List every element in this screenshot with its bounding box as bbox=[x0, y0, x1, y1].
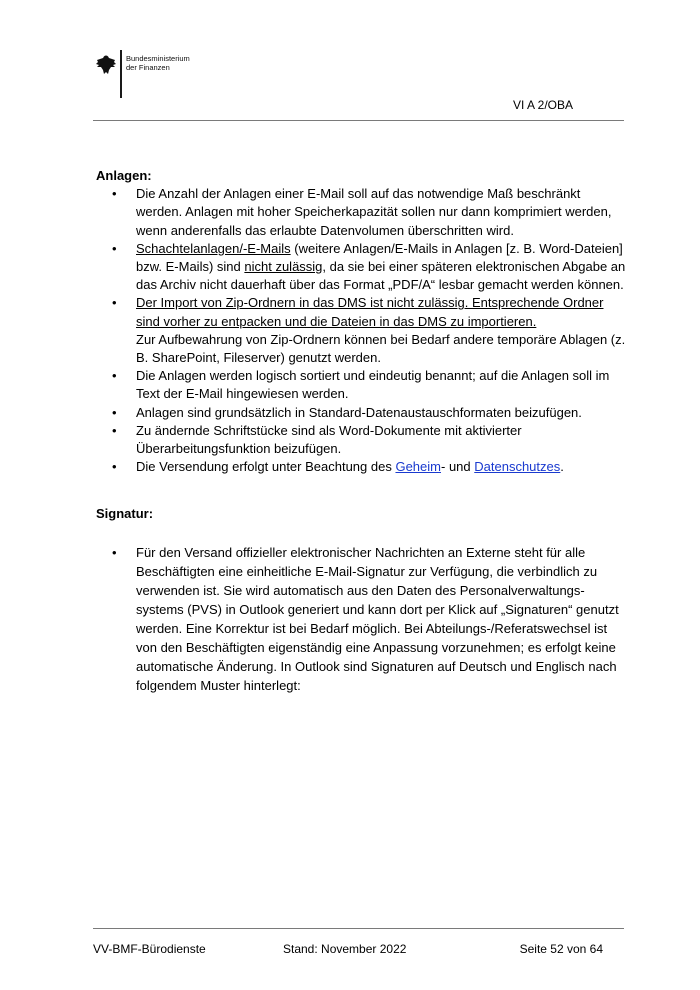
list-item: • Zu ändernde Schriftstücke sind als Word-Dokumente mit aktivierter Überarbeitungsfunktion beizufügen. bbox=[136, 422, 626, 458]
zip-storage-note: Zur Aufbewahrung von Zip-Ordnern können bei Bedarf andere temporäre Ablagen (z. B. SharePoint, Fileserver) genutzt werden. bbox=[136, 331, 626, 366]
federal-eagle-icon bbox=[96, 53, 116, 75]
anlagen-list bbox=[96, 185, 626, 476]
footer-page-number: Seite 52 von 64 bbox=[519, 942, 603, 956]
anlagen-heading: Anlagen: bbox=[96, 168, 152, 183]
list-item bbox=[136, 240, 626, 295]
footer-document-name: VV-BMF-Bürodienste bbox=[93, 942, 206, 956]
page-body bbox=[96, 167, 626, 695]
footer-date: Stand: November 2022 bbox=[283, 942, 407, 956]
signatur-heading: Signatur: bbox=[96, 506, 154, 522]
nested-attachments-term: Schachtelanlagen/-E-Mails bbox=[136, 240, 291, 256]
footer-divider bbox=[93, 928, 624, 929]
list-item: • Anlagen sind grundsätzlich in Standard-Datenaustauschformaten beizufügen. bbox=[136, 404, 626, 422]
datenschutz-link[interactable]: Datenschutzes bbox=[474, 459, 561, 475]
list-text: - und bbox=[441, 459, 475, 475]
list-item: • Für den Versand offizieller elektronischer Nachrichten an Externe steht für alle Beschäftigten eine einheitliche E-Mail-Signatur zur Verfügung, die verbindlich zu verwenden ist. Sie wird automatisch aus den Daten des Personalverwaltungs-systems (PVS) in Outlook generiert und kann dort per Klick auf „Signaturen“ genutzt werden. Eine Korrektur ist bei Bedarf möglich. Bei Abteilungs-/Referatswechsel ist von den Beschäftigten eigenständig eine Anpassung vorzunehmen; es erfolgt keine automatische Änderung. In Outlook sind Signaturen auf Deutsch und Englisch nach folgendem Muster hinterlegt: bbox=[136, 543, 626, 695]
geheimschutz-link[interactable]: Geheim bbox=[395, 459, 441, 475]
not-allowed-term: nicht zulässig bbox=[244, 259, 323, 275]
logo-divider bbox=[120, 50, 122, 98]
list-item: • Die Anlagen werden logisch sortiert und eindeutig benannt; auf die Anlagen soll im Text der E-Mail hingewiesen werden. bbox=[136, 367, 626, 403]
header-divider bbox=[93, 120, 624, 121]
list-text: (weitere Anlagen/E-Mails in Anlagen [z. B. Word-Dateien] bzw. E-Mails) sind bbox=[136, 240, 623, 275]
list-item bbox=[136, 458, 626, 476]
list-text: Die Versendung erfolgt unter Beachtung des bbox=[136, 459, 396, 475]
department-code: VI A 2/OBA bbox=[512, 98, 573, 112]
list-text: . bbox=[560, 459, 564, 475]
zip-import-rule: Der Import von Zip-Ordnern in das DMS ist nicht zulässig. Entsprechende Ordner sind vorher zu entpacken und die Dateien in das DMS zu importieren. bbox=[136, 295, 604, 329]
list-item: • Die Anzahl der Anlagen einer E-Mail soll auf das notwendige Maß beschränkt werden. Anlagen mit hoher Speicherkapazität sollen nur dann komprimiert werden, wenn anderenfalls das erlaubte Datenvolumen überschritten wird. bbox=[136, 185, 626, 240]
list-text: , da sie bei einer späteren elektronischen Abgabe an das Archiv nicht dauerhaft über das Format „PDF/A“ lesbar gemacht werden können. bbox=[136, 259, 626, 293]
logo-text bbox=[126, 54, 190, 72]
signatur-list bbox=[96, 543, 626, 695]
logo-line-2: der Finanzen bbox=[126, 63, 170, 72]
list-item bbox=[136, 294, 626, 367]
logo-line-1: Bundesministerium bbox=[126, 54, 190, 63]
